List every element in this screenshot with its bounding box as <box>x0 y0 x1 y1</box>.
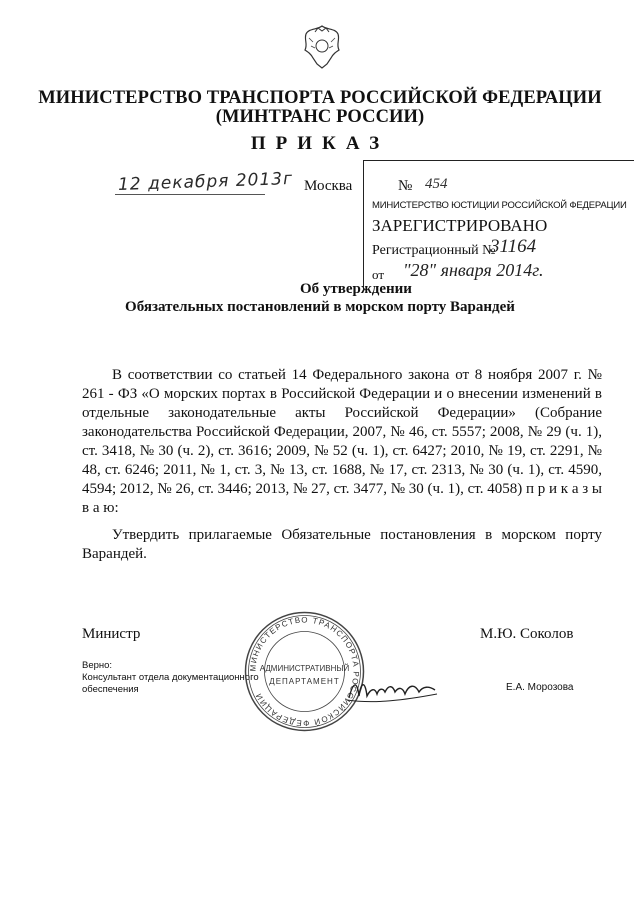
handwritten-date: 12 декабря 2013г <box>117 168 294 196</box>
verification-label: Верно: <box>82 660 113 671</box>
registration-ministry: МИНИСТЕРСТВО ЮСТИЦИИ РОССИЙСКОЙ ФЕДЕРАЦИИ <box>372 200 627 211</box>
seal-center-line-1: АДМИНИСТРАТИВНЫЙ <box>259 664 350 673</box>
document-type: ПРИКАЗ <box>250 133 390 154</box>
registration-number-label: Регистрационный № <box>372 243 496 258</box>
body-paragraph-1: В соответствии со статьей 14 Федерального закона от 8 ноября 2007 г. № 261 - ФЗ «О морских портах в Российской Федерации и о внесении изменений в отдельные законодательные акты Российской Федерации» (Собрание законодательства Российской Федерации, 2007, № 46, ст. 5557; 2008, № 29 (ч. 1), ст. 3418, № 30 (ч. 2), ст. 3616; 2009, № 52 (ч. 1), ст. 6427; 2010, № 19, ст. 2291, № 48, ст. 6246; 2011, № 1, ст. 3, № 13, ст. 1688, № 17, ст. 2313, № 30 (ч. 1), ст. 4590, 4594; 2012, № 26, ст. 3446; 2013, № 27, ст. 3477, № 30 (ч. 1), ст. 4058) п р и к а з ы в а ю: <box>82 367 602 516</box>
handwritten-signature <box>345 670 440 710</box>
signatory-position: Министр <box>82 626 141 642</box>
registration-date: "28" января 2014г. <box>403 260 544 280</box>
seal-ring-text: МИНИСТЕРСТВО ТРАНСПОРТА РОССИЙСКОЙ ФЕДЕРАЦИИ <box>248 615 361 728</box>
title-line-1: Об утверждении <box>300 281 412 297</box>
ministry-name: МИНИСТЕРСТВО ТРАНСПОРТА РОССИЙСКОЙ ФЕДЕРАЦИИ <box>38 88 602 108</box>
signatory-name: М.Ю. Соколов <box>480 626 574 642</box>
registration-status: ЗАРЕГИСТРИРОВАНО <box>372 216 548 235</box>
registration-date-prefix: от <box>372 267 385 282</box>
title-line-2: Обязательных постановлений в морском порту Варандей <box>125 299 515 315</box>
order-number-label: № <box>398 178 413 194</box>
city: Москва <box>304 178 353 194</box>
coat-of-arms-icon <box>299 22 345 72</box>
body-paragraph-2: Утвердить прилагаемые Обязательные постановления в морском порту Варандей. <box>82 527 602 562</box>
verification-title: Консультант отдела документационного <box>82 672 259 683</box>
registration-number: 31164 <box>490 236 537 257</box>
ministry-short-name: (МИНТРАНС РОССИИ) <box>215 107 425 127</box>
verification-block <box>82 660 259 696</box>
verification-name: Е.А. Морозова <box>506 682 574 693</box>
date-underline <box>115 194 265 195</box>
order-number: 454 <box>425 176 448 192</box>
seal-center-line-2: ДЕПАРТАМЕНТ <box>269 677 340 686</box>
verification-title-cont: обеспечения <box>82 684 139 695</box>
